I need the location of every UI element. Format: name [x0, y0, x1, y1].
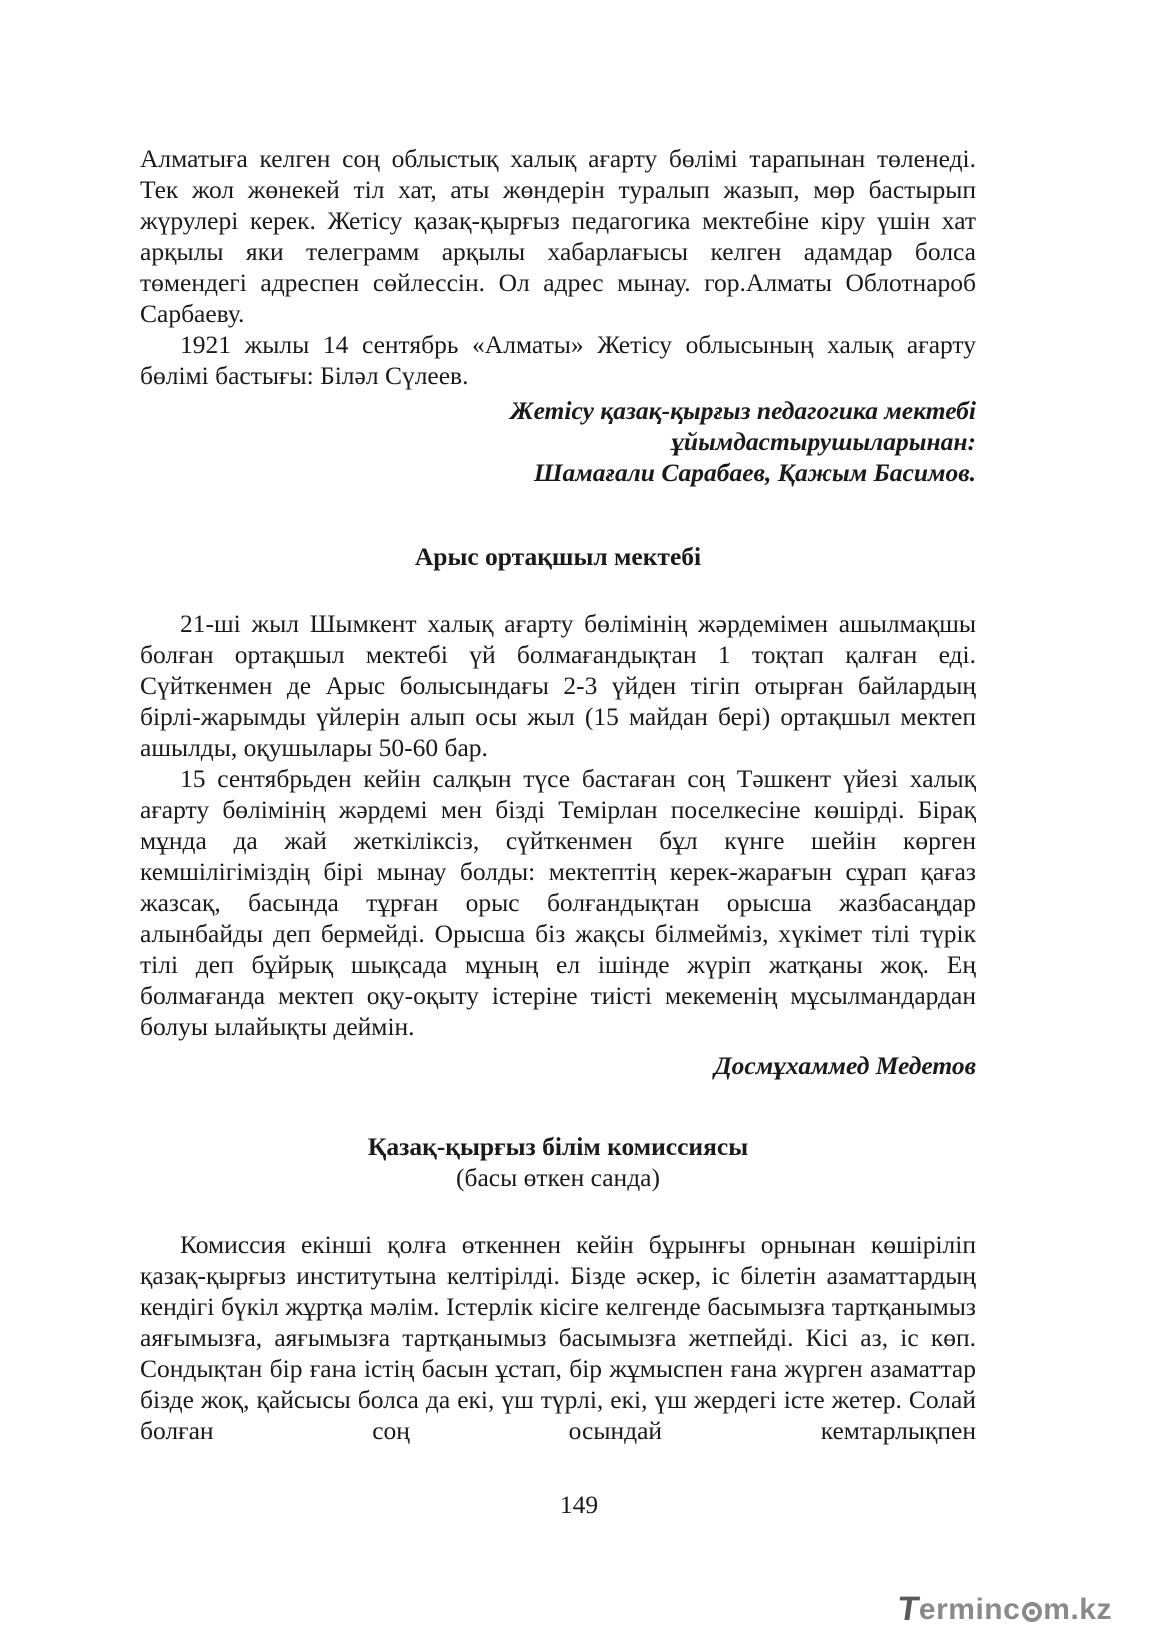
section1-paragraph1: Алматыға келген соң облыстық халық ағарту бөлімі тарапынан төленеді. Тек жол жөнекей тіл хат, аты жөндерін туралып жазып, мөр бастырып жүрулері керек. Жетісу қазақ-қырғыз педагогика мектебіне кіру үшін хат арқылы яки телеграмм арқылы хабарлағысы келген адамдар болса төмендегі адреспен сөйлессін. Ол адрес мынау. гор.Алматы Облотнароб Сарбаеву.	[140, 144, 976, 328]
section3-paragraph1: Комиссия екінші қолға өткеннен кейін бұрынғы орнынан көшіріліп қазақ-қырғыз институтына келтірілді. Бізде әскер, іс білетін азаматтардың кендігі бүкіл жұртқа мәлім. Істерлік кісіге келгенде басымызға тартқанымыз аяғымызға, аяғымызға тартқанымыз басымызға жетпейді. Кісі аз, іс көп. Сондықтан бір ғана істің басын ұстап, бір жұмыспен ғана жүрген азаматтар бізде жоқ, қайсысы болса да екі, үш түрлі, екі, үш жердегі істе жетер. Солай болған соң осындай кемтарлықпен	[140, 1230, 976, 1445]
target-icon	[1022, 1602, 1042, 1622]
section2-paragraph2: 15 сентябрьден кейін салқын түсе бастаған соң Тәшкент үйезі халық ағарту бөлімінің жәрдемі мен бізді Темірлан поселкесіне көшірді. Бірақ мұнда да жай жеткіліксіз, сүйткенмен бұл күнге шейін көрген кемшілігіміздің бірі мынау болды: мектептің керек-жарағын сұрап қағаз жазсақ, басында тұрған орыс болғандықтан орысша жазбасаңдар алынбайды деп бермейді. Орысша біз жақсы білмейміз, хүкімет тілі түрік тілі деп бұйрық шықсада мұның ел ішінде жүріп жатқаны жоқ. Ең болмағанда мектеп оқу-оқыту істеріне тиісті мекеменің мұсылмандардан болуы ылайықты деймін.	[140, 764, 976, 1041]
signature-line-3: Шамағали Сарабаев, Қажым Басимов.	[533, 458, 976, 487]
section1-paragraph2: 1921 жылы 14 сентябрь «Алматы» Жетісу облысының халық ағарту бөлімі бастығы: Біләл Сүлеев.	[140, 330, 976, 390]
page-content	[140, 143, 976, 1446]
section2-author: Досмұхаммед Медетов	[714, 1051, 976, 1080]
watermark-text-suffix: m.kz	[1043, 1592, 1112, 1626]
section3-subtitle: (басы өткен санда)	[456, 1163, 660, 1192]
signature-line-2: ұйымдастырушыларынан:	[671, 427, 976, 456]
watermark-text-middle: erminc	[918, 1592, 1021, 1626]
termincom-watermark-logo	[895, 1590, 1112, 1629]
section3-title: Қазақ-қырғыз білім комиссиясы	[367, 1132, 749, 1161]
watermark-letter-t: T	[895, 1590, 922, 1628]
page-number: 149	[559, 1490, 599, 1519]
section2-title: Арыс ортақшыл мектебі	[414, 542, 702, 571]
signature-line-1: Жетісу қазақ-қырғыз педагогика мектебі	[510, 396, 976, 425]
section1-signature	[140, 395, 976, 488]
section2-paragraph1: 21-ші жыл Шымкент халық ағарту бөлімінің жәрдемімен ашылмақшы болған ортақшыл мектебі үй болмағандықтан 1 тоқтап қалған еді. Сүйткенмен де Арыс болысындағы 2-3 үйден тігіп отырған байлардың бірлі-жарымды үйлерін алып осы жыл (15 майдан бері) ортақшыл мектеп ашылды, оқушылары 50-60 бар.	[140, 609, 976, 762]
